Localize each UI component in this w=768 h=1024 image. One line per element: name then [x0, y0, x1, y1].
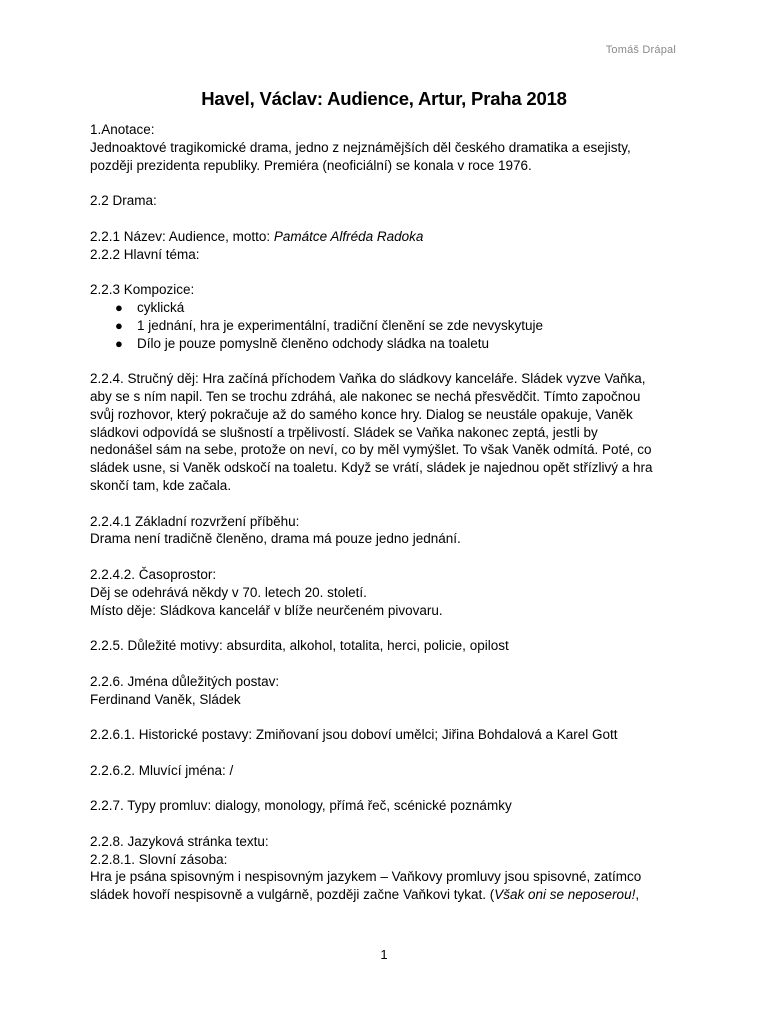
bullet-icon: ●: [115, 317, 123, 333]
nazev-line: [90, 228, 690, 246]
section-heading-drama: 2.2 Drama:: [90, 193, 157, 209]
section-heading-jazykova: 2.2.8. Jazyková stránka textu:: [90, 833, 269, 849]
mluvici-jmena-line: 2.2.6.2. Mluvící jména: /: [90, 762, 234, 778]
motivy-line: 2.2.5. Důležité motivy: absurdita, alkohol, totalita, herci, policie, opilost: [90, 638, 509, 654]
section-heading-kompozice: 2.2.3 Kompozice:: [90, 282, 195, 298]
casoprostor-line: Děj se odehrává někdy v 70. letech 20. století.: [90, 584, 367, 600]
page-number: 1: [380, 947, 388, 962]
strucny-dej-line: skončí tam, kde začala.: [90, 477, 232, 493]
list-item: ● cyklická: [115, 299, 185, 315]
rozvrzeni-text: Drama není tradičně členěno, drama má pouze jedno jednání.: [90, 531, 461, 547]
strucny-dej-line: aby se s ním napil. Ten se trochu zdráhá, ale nakonec se nechá přesvědčit. Tímto započnou: [90, 388, 641, 404]
casoprostor-line: Místo děje: Sládkova kancelář v blíže neurčeném pivovaru.: [90, 602, 443, 618]
promluvy-line: 2.2.7. Typy promluv: dialogy, monology, přímá řeč, scénické poznámky: [90, 798, 512, 814]
section-heading-postavy: 2.2.6. Jména důležitých postav:: [90, 673, 280, 689]
quote-italic: Však oni se neposerou!: [494, 887, 636, 903]
header-author: Tomáš Drápal: [605, 44, 676, 56]
jazykova-line: sládek hovoří nespisovně a vulgárně, později začne Vaňkovi tykat. (Však oni se neposerou!,: [90, 887, 640, 903]
historicke-postavy-line: 2.2.6.1. Historické postavy: Zmiňovaní jsou doboví umělci; Jiřina Bohdalová a Karel Gott: [90, 727, 618, 743]
nazev-label: 2.2.1 Název: Audience, motto:: [90, 228, 274, 244]
document-body: [90, 121, 690, 904]
jazykova-line: Hra je psána spisovným i nespisovným jazykem – Vaňkovy promluvy jsou spisovné, zatímco: [90, 869, 642, 885]
section-heading-slovni-zasoba: 2.2.8.1. Slovní zásoba:: [90, 851, 228, 867]
section-heading-casoprostor: 2.2.4.2. Časoprostor:: [90, 566, 217, 582]
anotace-line: Jednoaktové tragikomické drama, jedno z nejznámějších děl českého dramatika a esejisty,: [90, 139, 631, 155]
section-heading-rozvrzeni: 2.2.4.1 Základní rozvržení příběhu:: [90, 513, 300, 529]
bullet-icon: ●: [115, 299, 123, 315]
strucny-dej-line: 2.2.4. Stručný děj: Hra začíná příchodem Vaňka do sládkovy kanceláře. Sládek vyzve Vaňka,: [90, 371, 646, 387]
anotace-line: později prezidenta republiky. Premiéra (neoficiální) se konala v roce 1976.: [90, 157, 532, 173]
list-item: ● 1 jednání, hra je experimentální, tradiční členění se zde nevyskytuje: [115, 317, 543, 333]
nazev-motto: Památce Alfréda Radoka: [273, 228, 424, 244]
strucny-dej-line: sládkovi odpovídá se slušností a trpělivostí. Sládek se Vaňka nakonec zeptá, jestli by: [90, 424, 598, 440]
postavy-text: Ferdinand Vaněk, Sládek: [90, 691, 241, 707]
strucny-dej-line: nedonášel sám na sebe, protože on neví, co by měl vymýšlet. To však Vaněk odmítá. Poté, co: [90, 442, 652, 458]
section-heading-anotace: 1.Anotace:: [90, 122, 155, 137]
page-title: Havel, Václav: Audience, Artur, Praha 2018: [201, 88, 567, 109]
list-item: ● Dílo je pouze pomyslně členěno odchody sládka na toaletu: [115, 335, 489, 351]
strucny-dej-line: svůj rozhovor, který pokračuje až do samého konce hry. Dialog se neustále opakuje, Vaněk: [90, 406, 633, 422]
strucny-dej-line: sládek usne, si Vaněk odskočí na toaletu. Když se vrátí, sládek je najednou opět střízlivý a hra: [90, 460, 653, 476]
hlavni-tema-line: 2.2.2 Hlavní téma:: [90, 246, 200, 262]
bullet-icon: ●: [115, 335, 123, 351]
